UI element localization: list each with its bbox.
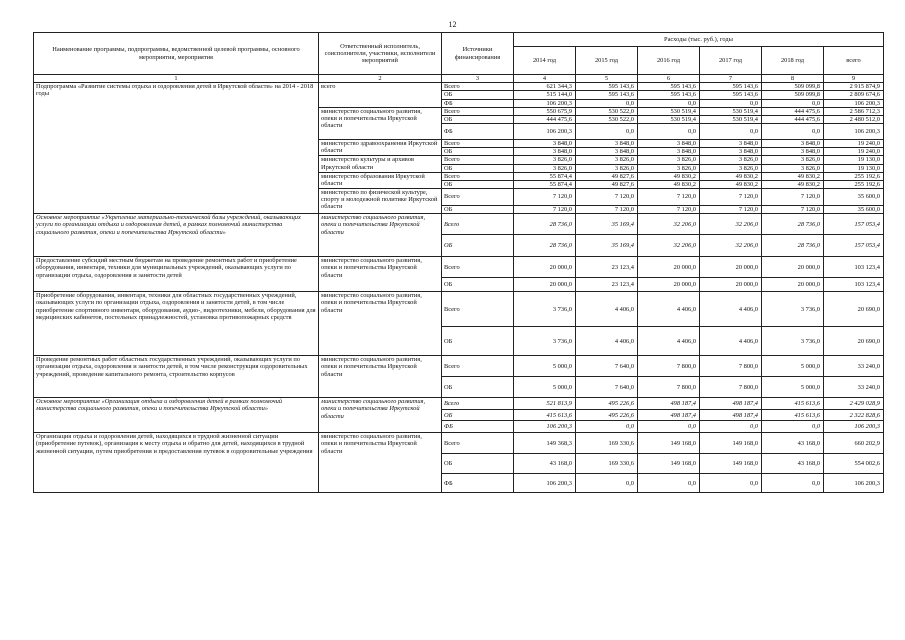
source-cell: Всего — [442, 398, 514, 410]
value-cell: 550 675,9 — [514, 107, 576, 115]
value-cell: 0,0 — [762, 124, 824, 140]
value-cell: 43 168,0 — [762, 433, 824, 454]
value-cell: 7 120,0 — [762, 206, 824, 214]
value-cell: 444 475,6 — [762, 107, 824, 115]
column-number: 4 — [514, 75, 576, 83]
value-cell: 3 826,0 — [762, 156, 824, 164]
value-cell: 530 522,0 — [576, 115, 638, 123]
value-cell: 20 000,0 — [638, 257, 700, 278]
header-year: 2017 год — [700, 47, 762, 75]
value-cell: 20 000,0 — [762, 278, 824, 292]
value-cell: 3 736,0 — [514, 292, 576, 327]
value-cell: 4 406,0 — [638, 327, 700, 356]
value-cell: 103 123,4 — [824, 257, 884, 278]
value-cell: 49 827,6 — [576, 172, 638, 180]
source-cell: Всего — [442, 172, 514, 180]
item-name: Организация отдыха и оздоровления детей, находящихся в трудной жизненной ситуации (приобретение путевок), организация к месту отдыха и обратно для детей, находящихся в трудной жизненной ситуации, путем приобретения и предоставления путевок в оздоровительные учреждения — [34, 433, 319, 493]
value-cell: 495 226,6 — [576, 410, 638, 421]
value-cell: 3 848,0 — [576, 148, 638, 156]
value-cell: 20 690,0 — [824, 327, 884, 356]
value-cell: 3 826,0 — [762, 164, 824, 172]
value-cell: 3 826,0 — [638, 156, 700, 164]
source-cell: ОБ — [442, 377, 514, 398]
header-year: 2018 год — [762, 47, 824, 75]
value-cell: 19 240,0 — [824, 148, 884, 156]
value-cell: 157 053,4 — [824, 214, 884, 235]
value-cell: 4 406,0 — [700, 327, 762, 356]
table-row — [34, 398, 884, 410]
value-cell: 498 187,4 — [638, 398, 700, 410]
value-cell: 3 736,0 — [762, 327, 824, 356]
page-number: 12 — [448, 20, 457, 29]
value-cell: 35 169,4 — [576, 214, 638, 235]
value-cell: 3 826,0 — [576, 164, 638, 172]
value-cell: 7 120,0 — [762, 189, 824, 206]
item-name: Основное мероприятие «Организация отдыха и оздоровления детей в рамках полномочий министерства социального развития, опеки и попечительства Иркутской области» — [34, 398, 319, 433]
value-cell: 0,0 — [700, 124, 762, 140]
source-cell: ОБ — [442, 164, 514, 172]
value-cell: 3 826,0 — [514, 164, 576, 172]
value-cell: 3 736,0 — [762, 292, 824, 327]
value-cell: 49 830,2 — [638, 172, 700, 180]
value-cell: 509 099,8 — [762, 91, 824, 99]
value-cell: 415 613,6 — [762, 410, 824, 421]
executor-cell: министерство социального развития, опеки и попечительства Иркутской области — [319, 356, 442, 398]
source-cell: ОБ — [442, 410, 514, 421]
value-cell: 169 330,6 — [576, 454, 638, 474]
source-cell: Всего — [442, 140, 514, 148]
value-cell: 7 120,0 — [638, 206, 700, 214]
value-cell: 595 143,6 — [576, 91, 638, 99]
item-name: Предоставление субсидий местным бюджетам на проведение ремонтных работ и приобретение оборудования, инвентаря, техники для муниципальных учреждений, оказывающих услуги по организации отдыха, оздоровления и занятости детей — [34, 257, 319, 292]
value-cell: 103 123,4 — [824, 278, 884, 292]
value-cell: 0,0 — [700, 421, 762, 433]
value-cell: 49 830,2 — [638, 180, 700, 188]
value-cell: 33 240,0 — [824, 356, 884, 377]
value-cell: 3 848,0 — [638, 140, 700, 148]
value-cell: 515 144,0 — [514, 91, 576, 99]
executor-cell: министерство культуры и архивов Иркутской области — [319, 156, 442, 172]
value-cell: 55 874,4 — [514, 172, 576, 180]
value-cell: 595 143,6 — [700, 83, 762, 91]
value-cell: 595 143,6 — [576, 83, 638, 91]
value-cell: 28 736,0 — [762, 235, 824, 257]
value-cell: 106 200,3 — [824, 124, 884, 140]
item-name: Проведение ремонтных работ областных государственных учреждений, оказывающих услуги по организации отдыха, оздоровления и занятости детей, в том числе реконструкция оздоровительных учреждений, проведение капитального ремонта, строительство корпусов — [34, 356, 319, 398]
value-cell: 20 000,0 — [700, 278, 762, 292]
value-cell: 0,0 — [638, 124, 700, 140]
column-number: 2 — [319, 75, 442, 83]
value-cell: 554 002,6 — [824, 454, 884, 474]
value-cell: 106 200,3 — [824, 99, 884, 107]
value-cell: 7 120,0 — [514, 189, 576, 206]
value-cell: 509 099,8 — [762, 83, 824, 91]
value-cell: 169 330,6 — [576, 433, 638, 454]
value-cell: 444 475,6 — [762, 115, 824, 123]
value-cell: 20 000,0 — [514, 278, 576, 292]
executor-cell: министерство социального развития, опеки и попечительства Иркутской области — [319, 292, 442, 356]
value-cell: 595 143,6 — [700, 91, 762, 99]
source-cell: Всего — [442, 356, 514, 377]
value-cell: 5 000,0 — [514, 377, 576, 398]
source-cell: ОБ — [442, 206, 514, 214]
value-cell: 0,0 — [576, 99, 638, 107]
header-executor: Ответственный исполнитель, соисполнители, участники, исполнители мероприятий — [319, 33, 442, 75]
value-cell: 49 830,2 — [700, 180, 762, 188]
value-cell: 157 053,4 — [824, 235, 884, 257]
value-cell: 23 123,4 — [576, 278, 638, 292]
value-cell: 3 826,0 — [700, 156, 762, 164]
source-cell: Всего — [442, 83, 514, 91]
value-cell: 5 000,0 — [762, 377, 824, 398]
value-cell: 2 586 712,3 — [824, 107, 884, 115]
value-cell: 0,0 — [638, 421, 700, 433]
executor-cell: министерство социального развития, опеки и попечительства Иркутской области — [319, 433, 442, 493]
value-cell: 149 168,0 — [638, 433, 700, 454]
value-cell: 621 344,3 — [514, 83, 576, 91]
value-cell: 415 613,6 — [762, 398, 824, 410]
executor-cell: министерство социального развития, опеки и попечительства Иркутской области — [319, 398, 442, 433]
expenditure-table — [33, 32, 884, 493]
value-cell: 595 143,6 — [638, 83, 700, 91]
value-cell: 3 848,0 — [762, 140, 824, 148]
value-cell: 35 600,0 — [824, 206, 884, 214]
value-cell: 0,0 — [576, 421, 638, 433]
value-cell: 255 192,6 — [824, 172, 884, 180]
source-cell: ОБ — [442, 180, 514, 188]
header-expenses: Расходы (тыс. руб.), годы — [514, 33, 884, 47]
value-cell: 23 123,4 — [576, 257, 638, 278]
value-cell: 35 600,0 — [824, 189, 884, 206]
value-cell: 35 169,4 — [576, 235, 638, 257]
item-name: Подпрограмма «Развитие системы отдыха и оздоровления детей в Иркутской области» на 2014 - 2018 годы — [34, 83, 319, 214]
value-cell: 149 168,0 — [700, 454, 762, 474]
value-cell: 0,0 — [762, 474, 824, 493]
value-cell: 43 168,0 — [762, 454, 824, 474]
value-cell: 106 200,3 — [514, 124, 576, 140]
executor-cell: министерство по физической культуре, спорту и молодежной политике Иркутской области — [319, 189, 442, 214]
executor-cell: министерство здравоохранения Иркутской области — [319, 140, 442, 156]
source-cell: Всего — [442, 433, 514, 454]
value-cell: 0,0 — [576, 124, 638, 140]
value-cell: 7 640,0 — [576, 377, 638, 398]
value-cell: 530 519,4 — [638, 115, 700, 123]
value-cell: 106 200,3 — [824, 421, 884, 433]
value-cell: 3 848,0 — [700, 140, 762, 148]
value-cell: 2 480 512,0 — [824, 115, 884, 123]
value-cell: 4 406,0 — [576, 292, 638, 327]
item-name: Приобретение оборудования, инвентаря, техники для областных государственных учреждений, оказывающих услуги по организации отдыха, оздоровления и занятости детей, в том числе приобретение спортивного инвентаря, оборудования, аудио-, видеотехники, мебели, оборудования для медицинских кабинетов, постельных принадлежностей, установка противопожарных средств — [34, 292, 319, 356]
value-cell: 20 000,0 — [638, 278, 700, 292]
value-cell: 32 206,0 — [700, 214, 762, 235]
source-cell: Всего — [442, 189, 514, 206]
value-cell: 7 800,0 — [700, 377, 762, 398]
table-row — [34, 356, 884, 377]
value-cell: 49 827,6 — [576, 180, 638, 188]
value-cell: 5 000,0 — [762, 356, 824, 377]
value-cell: 530 519,4 — [638, 107, 700, 115]
source-cell: ОБ — [442, 148, 514, 156]
value-cell: 49 830,2 — [762, 180, 824, 188]
executor-cell: министерство социального развития, опеки и попечительства Иркутской области — [319, 257, 442, 292]
value-cell: 3 848,0 — [514, 140, 576, 148]
value-cell: 7 640,0 — [576, 356, 638, 377]
header-name: Наименование программы, подпрограммы, ведомственной целевой программы, основного мероприятия, мероприятия — [34, 33, 319, 75]
value-cell: 0,0 — [700, 99, 762, 107]
value-cell: 495 226,6 — [576, 398, 638, 410]
value-cell: 530 522,0 — [576, 107, 638, 115]
value-cell: 7 800,0 — [638, 356, 700, 377]
column-number: 8 — [762, 75, 824, 83]
value-cell: 3 848,0 — [762, 148, 824, 156]
column-number: 5 — [576, 75, 638, 83]
table-row — [34, 214, 884, 235]
header-year: 2016 год — [638, 47, 700, 75]
value-cell: 32 206,0 — [638, 235, 700, 257]
value-cell: 3 826,0 — [700, 164, 762, 172]
value-cell: 0,0 — [576, 474, 638, 493]
source-cell: ОБ — [442, 278, 514, 292]
value-cell: 19 130,0 — [824, 156, 884, 164]
source-cell: ОБ — [442, 115, 514, 123]
source-cell: ФБ — [442, 99, 514, 107]
column-number: 6 — [638, 75, 700, 83]
value-cell: 5 000,0 — [514, 356, 576, 377]
source-cell: Всего — [442, 107, 514, 115]
value-cell: 7 120,0 — [576, 189, 638, 206]
header-year: всего — [824, 47, 884, 75]
value-cell: 28 736,0 — [762, 214, 824, 235]
value-cell: 7 120,0 — [514, 206, 576, 214]
executor-cell: министерство образования Иркутской области — [319, 172, 442, 188]
source-cell: Всего — [442, 156, 514, 164]
column-number: 9 — [824, 75, 884, 83]
value-cell: 149 168,0 — [700, 433, 762, 454]
value-cell: 55 874,4 — [514, 180, 576, 188]
source-cell: ОБ — [442, 91, 514, 99]
source-cell: ФБ — [442, 421, 514, 433]
value-cell: 498 187,4 — [700, 410, 762, 421]
value-cell: 3 848,0 — [700, 148, 762, 156]
value-cell: 7 120,0 — [638, 189, 700, 206]
executor-cell: всего — [319, 83, 442, 108]
value-cell: 7 120,0 — [576, 206, 638, 214]
table-row — [34, 257, 884, 278]
table-row — [34, 292, 884, 327]
value-cell: 3 848,0 — [638, 148, 700, 156]
value-cell: 106 200,3 — [824, 474, 884, 493]
source-cell: Всего — [442, 214, 514, 235]
source-cell: ОБ — [442, 235, 514, 257]
value-cell: 28 736,0 — [514, 214, 576, 235]
header-year: 2014 год — [514, 47, 576, 75]
value-cell: 498 187,4 — [700, 398, 762, 410]
value-cell: 0,0 — [762, 421, 824, 433]
value-cell: 4 406,0 — [700, 292, 762, 327]
value-cell: 149 368,3 — [514, 433, 576, 454]
table-row — [34, 433, 884, 454]
value-cell: 4 406,0 — [638, 292, 700, 327]
executor-cell: министерство социального развития, опеки и попечительства Иркутской области — [319, 214, 442, 257]
header-source: Источники финансирования — [442, 33, 514, 75]
value-cell: 7 120,0 — [700, 189, 762, 206]
value-cell: 106 200,3 — [514, 421, 576, 433]
item-name: Основное мероприятие «Укрепление материально-технической базы учреждений, оказывающих услуги по организации отдыха и оздоровления детей, в рамках полномочий министерства социального развития, опеки и попечительства Иркутской области» — [34, 214, 319, 257]
value-cell: 595 143,6 — [638, 91, 700, 99]
source-cell: Всего — [442, 292, 514, 327]
value-cell: 4 406,0 — [576, 327, 638, 356]
value-cell: 0,0 — [638, 99, 700, 107]
value-cell: 2 322 828,6 — [824, 410, 884, 421]
value-cell: 498 187,4 — [638, 410, 700, 421]
value-cell: 20 000,0 — [762, 257, 824, 278]
value-cell: 20 690,0 — [824, 292, 884, 327]
value-cell: 415 613,6 — [514, 410, 576, 421]
value-cell: 49 830,2 — [700, 172, 762, 180]
value-cell: 444 475,6 — [514, 115, 576, 123]
table-body — [34, 83, 884, 493]
value-cell: 32 206,0 — [700, 235, 762, 257]
value-cell: 106 200,3 — [514, 474, 576, 493]
value-cell: 43 168,0 — [514, 454, 576, 474]
executor-cell: министерство социального развития, опеки и попечительства Иркутской области — [319, 107, 442, 139]
value-cell: 530 519,4 — [700, 115, 762, 123]
value-cell: 0,0 — [638, 474, 700, 493]
value-cell: 660 202,9 — [824, 433, 884, 454]
value-cell: 0,0 — [762, 99, 824, 107]
column-number: 7 — [700, 75, 762, 83]
value-cell: 0,0 — [700, 474, 762, 493]
value-cell: 3 848,0 — [514, 148, 576, 156]
value-cell: 28 736,0 — [514, 235, 576, 257]
value-cell: 2 915 874,9 — [824, 83, 884, 91]
value-cell: 2 809 674,6 — [824, 91, 884, 99]
value-cell: 530 519,4 — [700, 107, 762, 115]
value-cell: 2 429 028,9 — [824, 398, 884, 410]
value-cell: 7 800,0 — [638, 377, 700, 398]
value-cell: 3 826,0 — [576, 156, 638, 164]
table-row — [34, 83, 884, 91]
value-cell: 33 240,0 — [824, 377, 884, 398]
source-cell: ОБ — [442, 327, 514, 356]
value-cell: 521 813,9 — [514, 398, 576, 410]
value-cell: 7 120,0 — [700, 206, 762, 214]
value-cell: 20 000,0 — [514, 257, 576, 278]
source-cell: ОБ — [442, 454, 514, 474]
value-cell: 19 130,0 — [824, 164, 884, 172]
source-cell: ФБ — [442, 124, 514, 140]
value-cell: 3 826,0 — [514, 156, 576, 164]
column-number: 3 — [442, 75, 514, 83]
value-cell: 20 000,0 — [700, 257, 762, 278]
value-cell: 106 200,3 — [514, 99, 576, 107]
value-cell: 149 168,0 — [638, 454, 700, 474]
value-cell: 3 736,0 — [514, 327, 576, 356]
value-cell: 19 240,0 — [824, 140, 884, 148]
column-number: 1 — [34, 75, 319, 83]
value-cell: 255 192,6 — [824, 180, 884, 188]
value-cell: 3 848,0 — [576, 140, 638, 148]
source-cell: ФБ — [442, 474, 514, 493]
header-year: 2015 год — [576, 47, 638, 75]
value-cell: 3 826,0 — [638, 164, 700, 172]
value-cell: 49 830,2 — [762, 172, 824, 180]
source-cell: Всего — [442, 257, 514, 278]
value-cell: 7 800,0 — [700, 356, 762, 377]
value-cell: 32 206,0 — [638, 214, 700, 235]
